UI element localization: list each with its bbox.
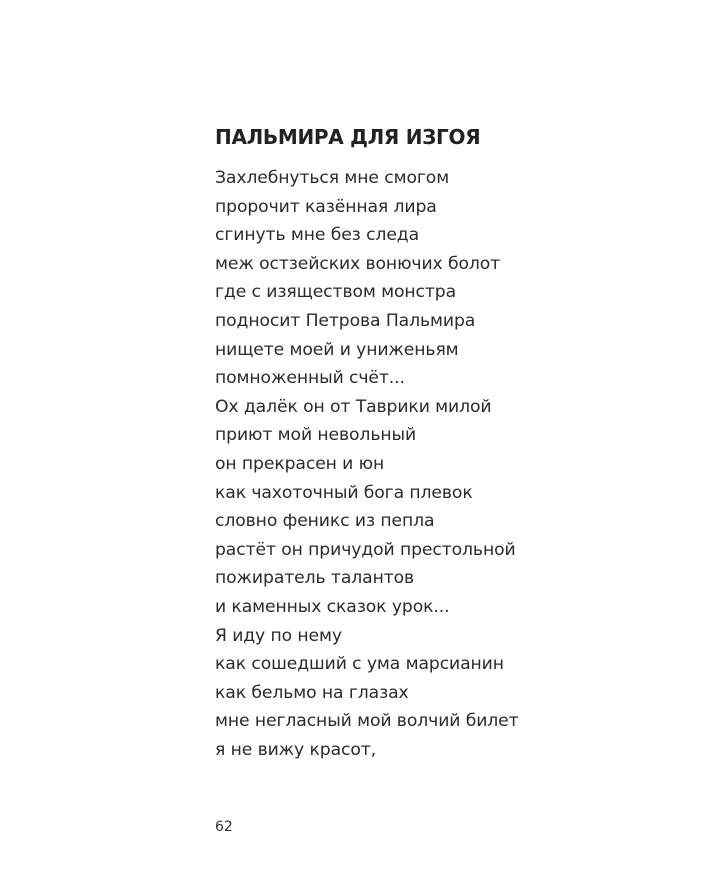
poem-line: Захлебнуться мне смогом: [215, 168, 450, 188]
poem-line: мне негласный мой волчий билет: [215, 711, 519, 732]
poem-line: он прекрасен и юн: [215, 453, 385, 474]
poem-line: растёт он причудой престольной: [215, 539, 516, 560]
poem-line: Ох далёк он от Таврики милой: [215, 396, 492, 417]
poem-line: и каменных сказок урок...: [215, 596, 450, 617]
poem-line: где с изяществом монстра: [215, 282, 457, 303]
page-number: 62: [215, 819, 233, 835]
poem-line: подносит Петрова Пальмира: [215, 310, 476, 331]
poem-line: приют мой невольный: [215, 425, 417, 446]
poem-title: ПАЛЬМИРА ДЛЯ ИЗГОЯ: [215, 125, 481, 149]
poem-line: пророчит казённая лира: [215, 196, 437, 217]
poem-line: помноженный счёт...: [215, 368, 405, 389]
poem-line: я не вижу красот,: [215, 739, 377, 760]
poem-body: [215, 164, 519, 764]
poem-line: словно феникс из пепла: [215, 511, 435, 532]
poem-line: пожиратель талантов: [215, 568, 415, 589]
poem-line: сгинуть мне без следа: [215, 225, 420, 246]
poem-line: как чахоточный бога плевок: [215, 482, 473, 503]
poem-line: как сошедший с ума марсианин: [215, 654, 504, 675]
poem-line: Я иду по нему: [215, 625, 342, 646]
poem-line: как бельмо на глазах: [215, 682, 409, 703]
poem-line: меж остзейских вонючих болот: [215, 253, 501, 274]
poem-line: нищете моей и униженьям: [215, 339, 459, 360]
